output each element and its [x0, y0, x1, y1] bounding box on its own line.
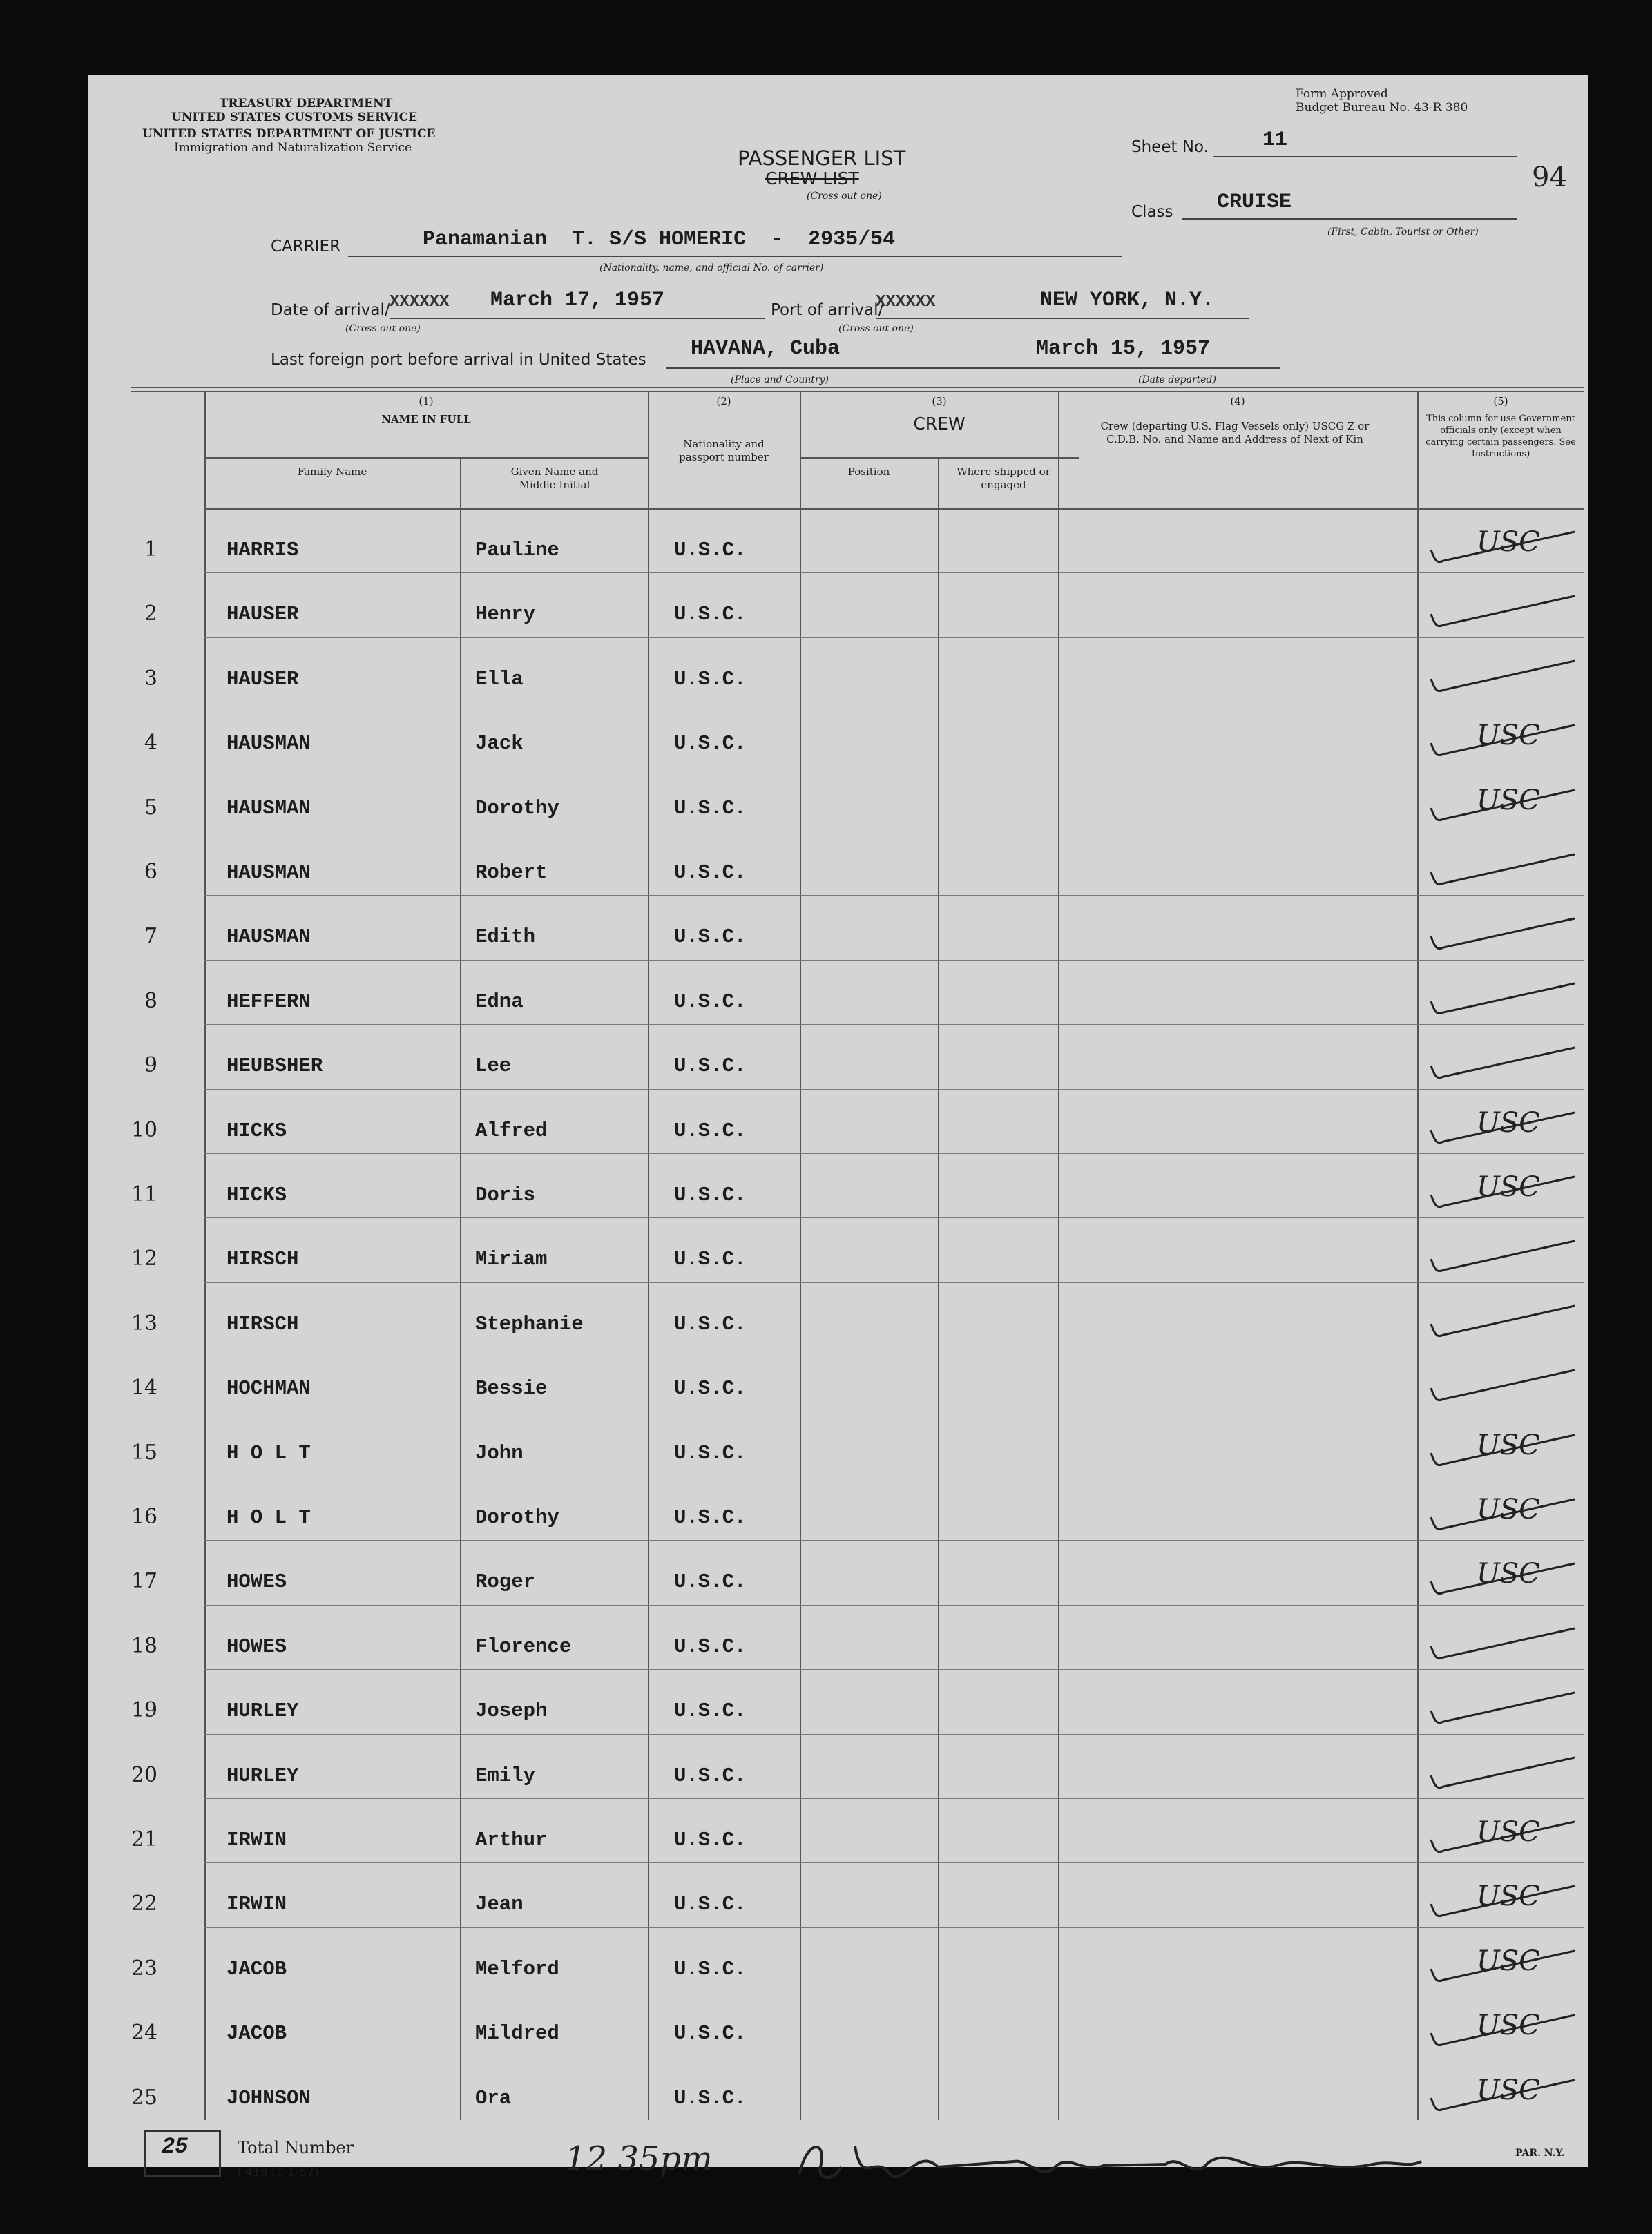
row-number: 17 — [131, 1569, 157, 1594]
family-name: IRWIN — [227, 1829, 287, 1851]
row-divider — [204, 1734, 1584, 1735]
nationality: U.S.C. — [674, 1570, 747, 1594]
last-port-label: Last foreign port before arrival in United States — [271, 351, 646, 369]
nationality: U.S.C. — [674, 539, 747, 561]
row-number: 8 — [144, 988, 157, 1013]
port-note: (Cross out one) — [838, 323, 914, 334]
family-name: HAUSER — [227, 667, 299, 691]
row-number: 22 — [131, 1891, 157, 1916]
title-crew-list: CREW LIST — [765, 168, 859, 189]
agency-line-3: UNITED STATES DEPARTMENT OF JUSTICE — [142, 127, 436, 141]
official-check-mark — [1423, 845, 1588, 893]
official-check-mark — [1423, 909, 1588, 957]
official-check-mark — [1423, 1360, 1588, 1409]
row-number: 4 — [144, 731, 157, 755]
given-name: Jean — [475, 1893, 524, 1916]
family-name: HEUBSHER — [227, 1055, 323, 1078]
nationality: U.S.C. — [674, 1764, 747, 1787]
row-number: 24 — [131, 2021, 157, 2045]
nationality: U.S.C. — [674, 990, 747, 1013]
nationality: U.S.C. — [674, 1055, 747, 1078]
nationality: U.S.C. — [674, 1957, 747, 1981]
nationality: U.S.C. — [674, 2022, 747, 2045]
handwritten-signature — [779, 2126, 1456, 2202]
given-name: Robert — [475, 861, 548, 884]
official-mark-text: USC — [1477, 1171, 1540, 1203]
col1-given: Given Name and Middle Initial — [510, 465, 599, 491]
carrier-value: Panamanian T. S/S HOMERIC - 2935/54 — [423, 228, 896, 251]
total-label: Total Number — [238, 2138, 354, 2157]
page-number: 94 — [1532, 162, 1567, 193]
col3-title: CREW — [913, 414, 966, 434]
row-divider — [204, 1927, 1584, 1928]
last-port-note: (Place and Country) — [731, 374, 829, 385]
nationality: U.S.C. — [674, 861, 747, 884]
row-number: 12 — [131, 1246, 157, 1271]
given-name: Stephanie — [475, 1312, 584, 1336]
row-divider — [204, 1024, 1584, 1025]
family-name: HICKS — [227, 1184, 287, 1206]
given-name: Ella — [475, 667, 524, 691]
official-check-mark — [1423, 586, 1588, 635]
given-name: Bessie — [475, 1377, 548, 1400]
form-approved: Form Approved — [1296, 87, 1388, 101]
nationality: U.S.C. — [674, 1441, 747, 1465]
row-number: 5 — [144, 795, 157, 820]
nationality: U.S.C. — [674, 732, 747, 755]
row-number: 11 — [131, 1182, 157, 1206]
given-name: Dorothy — [475, 796, 559, 820]
form-number: I-418 (1-1-57) — [238, 2166, 319, 2179]
given-name: Jack — [475, 732, 524, 755]
official-mark-text: USC — [1477, 526, 1540, 558]
official-mark-text: USC — [1477, 1880, 1540, 1913]
nationality: U.S.C. — [674, 925, 747, 949]
official-check-mark — [1423, 1619, 1588, 1667]
row-number: 7 — [144, 924, 157, 949]
row-number: 23 — [131, 1956, 157, 1981]
col1-title: NAME IN FULL — [381, 413, 471, 425]
family-name: HURLEY — [227, 1699, 299, 1723]
nationality: U.S.C. — [674, 1377, 747, 1400]
nationality: U.S.C. — [674, 1184, 747, 1206]
row-divider — [204, 1862, 1584, 1863]
class-note: (First, Cabin, Tourist or Other) — [1327, 227, 1479, 238]
row-number: 20 — [131, 1762, 157, 1787]
family-name: IRWIN — [227, 1893, 287, 1916]
official-check-mark — [1423, 1231, 1588, 1280]
official-check-mark — [1423, 1038, 1588, 1086]
nationality: U.S.C. — [674, 1635, 747, 1658]
date-label: Date of arrival/ — [271, 301, 390, 319]
family-name: JACOB — [227, 1957, 287, 1981]
col3-position: Position — [847, 465, 890, 478]
family-name: HAUSER — [227, 603, 299, 626]
col5-number: (5) — [1493, 395, 1508, 407]
last-port-value: HAVANA, Cuba — [691, 337, 841, 360]
given-name: Florence — [475, 1635, 572, 1658]
port-value: NEW YORK, N.Y. — [1040, 289, 1215, 312]
official-check-mark — [1423, 974, 1588, 1022]
official-check-mark — [1423, 1683, 1588, 1731]
col5-title: This column for use Government officials only (except when carrying certain passengers. See Instructions) — [1425, 414, 1576, 459]
given-name: Ora — [475, 2086, 512, 2110]
row-divider — [204, 1605, 1584, 1606]
total-value: 25 — [162, 2134, 189, 2159]
family-name: HICKS — [227, 1119, 287, 1142]
given-name: Alfred — [475, 1119, 548, 1142]
row-number: 13 — [131, 1311, 157, 1336]
family-name: HAUSMAN — [227, 925, 311, 949]
official-mark-text: USC — [1477, 720, 1540, 752]
col3-number: (3) — [932, 395, 947, 407]
official-check-mark — [1423, 651, 1588, 700]
official-check-mark — [1423, 1748, 1588, 1796]
official-check-mark — [1423, 1296, 1588, 1345]
given-name: Emily — [475, 1764, 536, 1787]
given-name: Henry — [475, 603, 536, 626]
port-struck: XXXXXX — [876, 293, 936, 311]
family-name: HIRSCH — [227, 1312, 299, 1336]
row-number: 2 — [144, 601, 157, 626]
title-passenger-list: PASSENGER LIST — [738, 146, 906, 170]
official-mark-text: USC — [1477, 1558, 1540, 1590]
row-number: 6 — [144, 860, 157, 884]
nationality: U.S.C. — [674, 796, 747, 820]
family-name: H O L T — [227, 1441, 311, 1465]
class-value: CRUISE — [1217, 191, 1292, 214]
family-name: HURLEY — [227, 1764, 299, 1787]
row-number: 16 — [131, 1505, 157, 1529]
row-divider — [204, 1282, 1584, 1283]
class-label: Class — [1131, 203, 1173, 221]
printer-mark: PAR. N.Y. — [1515, 2148, 1565, 2159]
given-name: Roger — [475, 1570, 536, 1594]
form-sheet — [88, 75, 1588, 2179]
given-name: Edith — [475, 925, 536, 949]
departed-note: (Date departed) — [1138, 374, 1216, 385]
nationality: U.S.C. — [674, 1506, 747, 1529]
nationality: U.S.C. — [674, 1119, 747, 1142]
family-name: HOCHMAN — [227, 1377, 311, 1400]
row-number: 19 — [131, 1698, 157, 1723]
col1-number: (1) — [419, 395, 434, 407]
row-divider — [204, 1540, 1584, 1541]
nationality: U.S.C. — [674, 1312, 747, 1336]
given-name: Pauline — [475, 539, 559, 561]
given-name: Edna — [475, 990, 524, 1013]
title-note: (Cross out one) — [807, 191, 882, 202]
col2-title: Nationality and passport number — [679, 438, 769, 463]
port-label: Port of arrival/ — [771, 301, 884, 319]
official-mark-text: USC — [1477, 2010, 1540, 2042]
row-divider — [204, 1153, 1584, 1154]
official-mark-text: USC — [1477, 1429, 1540, 1461]
row-number: 25 — [131, 2085, 157, 2110]
family-name: HARRIS — [227, 539, 299, 561]
carrier-label: CARRIER — [271, 238, 341, 256]
family-name: JACOB — [227, 2022, 287, 2045]
row-divider — [204, 895, 1584, 896]
nationality: U.S.C. — [674, 667, 747, 691]
col1-family: Family Name — [297, 465, 367, 478]
family-name: HAUSMAN — [227, 732, 311, 755]
family-name: HAUSMAN — [227, 796, 311, 820]
col2-number: (2) — [716, 395, 731, 407]
given-name: John — [475, 1441, 524, 1465]
given-name: Melford — [475, 1957, 559, 1981]
row-divider — [204, 1089, 1584, 1090]
row-number: 15 — [131, 1440, 157, 1465]
row-number: 3 — [144, 666, 157, 691]
row-number: 9 — [144, 1053, 157, 1078]
col4-title: Crew (departing U.S. Flag Vessels only) USCG Z or C.D.B. No. and Name and Address of Next of Kin — [1100, 420, 1370, 445]
given-name: Lee — [475, 1055, 512, 1078]
row-divider — [204, 1669, 1584, 1670]
row-number: 10 — [131, 1117, 157, 1142]
row-divider — [204, 1798, 1584, 1799]
family-name: JOHNSON — [227, 2086, 311, 2110]
official-mark-text: USC — [1477, 1945, 1540, 1977]
sheet-value: 11 — [1262, 128, 1288, 152]
agency-line-4: Immigration and Naturalization Service — [174, 141, 412, 155]
row-number: 14 — [131, 1376, 157, 1400]
family-name: HAUSMAN — [227, 861, 311, 884]
given-name: Joseph — [475, 1699, 548, 1723]
given-name: Miriam — [475, 1248, 548, 1271]
row-divider — [204, 637, 1584, 638]
handwritten-time: 12 35pm — [565, 2139, 713, 2178]
agency-line-1: TREASURY DEPARTMENT — [219, 97, 393, 110]
family-name: HIRSCH — [227, 1248, 299, 1271]
carrier-note: (Nationality, name, and official No. of carrier) — [599, 262, 824, 273]
nationality: U.S.C. — [674, 1829, 747, 1851]
given-name: Arthur — [475, 1829, 548, 1851]
nationality: U.S.C. — [674, 1893, 747, 1916]
agency-line-2: UNITED STATES CUSTOMS SERVICE — [171, 110, 418, 124]
nationality: U.S.C. — [674, 1248, 747, 1271]
family-name: HOWES — [227, 1570, 287, 1594]
family-name: H O L T — [227, 1506, 311, 1529]
nationality: U.S.C. — [674, 603, 747, 626]
date-note: (Cross out one) — [345, 323, 421, 334]
row-number: 21 — [131, 1827, 157, 1851]
col3-where: Where shipped or engaged — [957, 465, 1050, 491]
family-name: HEFFERN — [227, 990, 311, 1013]
family-name: HOWES — [227, 1635, 287, 1658]
departed-value: March 15, 1957 — [1036, 337, 1211, 360]
official-mark-text: USC — [1477, 2074, 1540, 2106]
given-name: Mildred — [475, 2022, 559, 2045]
row-divider — [204, 572, 1584, 573]
budget-bureau: Budget Bureau No. 43-R 380 — [1296, 101, 1468, 115]
official-mark-text: USC — [1477, 1494, 1540, 1525]
row-number: 18 — [131, 1633, 157, 1658]
nationality: U.S.C. — [674, 1699, 747, 1723]
date-value: March 17, 1957 — [490, 289, 665, 312]
official-mark-text: USC — [1477, 1106, 1540, 1139]
col4-number: (4) — [1230, 395, 1245, 407]
date-struck: XXXXXX — [390, 293, 450, 311]
given-name: Dorothy — [475, 1506, 559, 1529]
row-number: 1 — [144, 537, 157, 561]
row-divider — [204, 960, 1584, 961]
official-mark-text: USC — [1477, 1816, 1540, 1848]
official-mark-text: USC — [1477, 784, 1540, 816]
nationality: U.S.C. — [674, 2086, 747, 2110]
row-divider — [204, 1217, 1584, 1218]
sheet-label: Sheet No. — [1131, 138, 1209, 156]
given-name: Doris — [475, 1184, 536, 1206]
